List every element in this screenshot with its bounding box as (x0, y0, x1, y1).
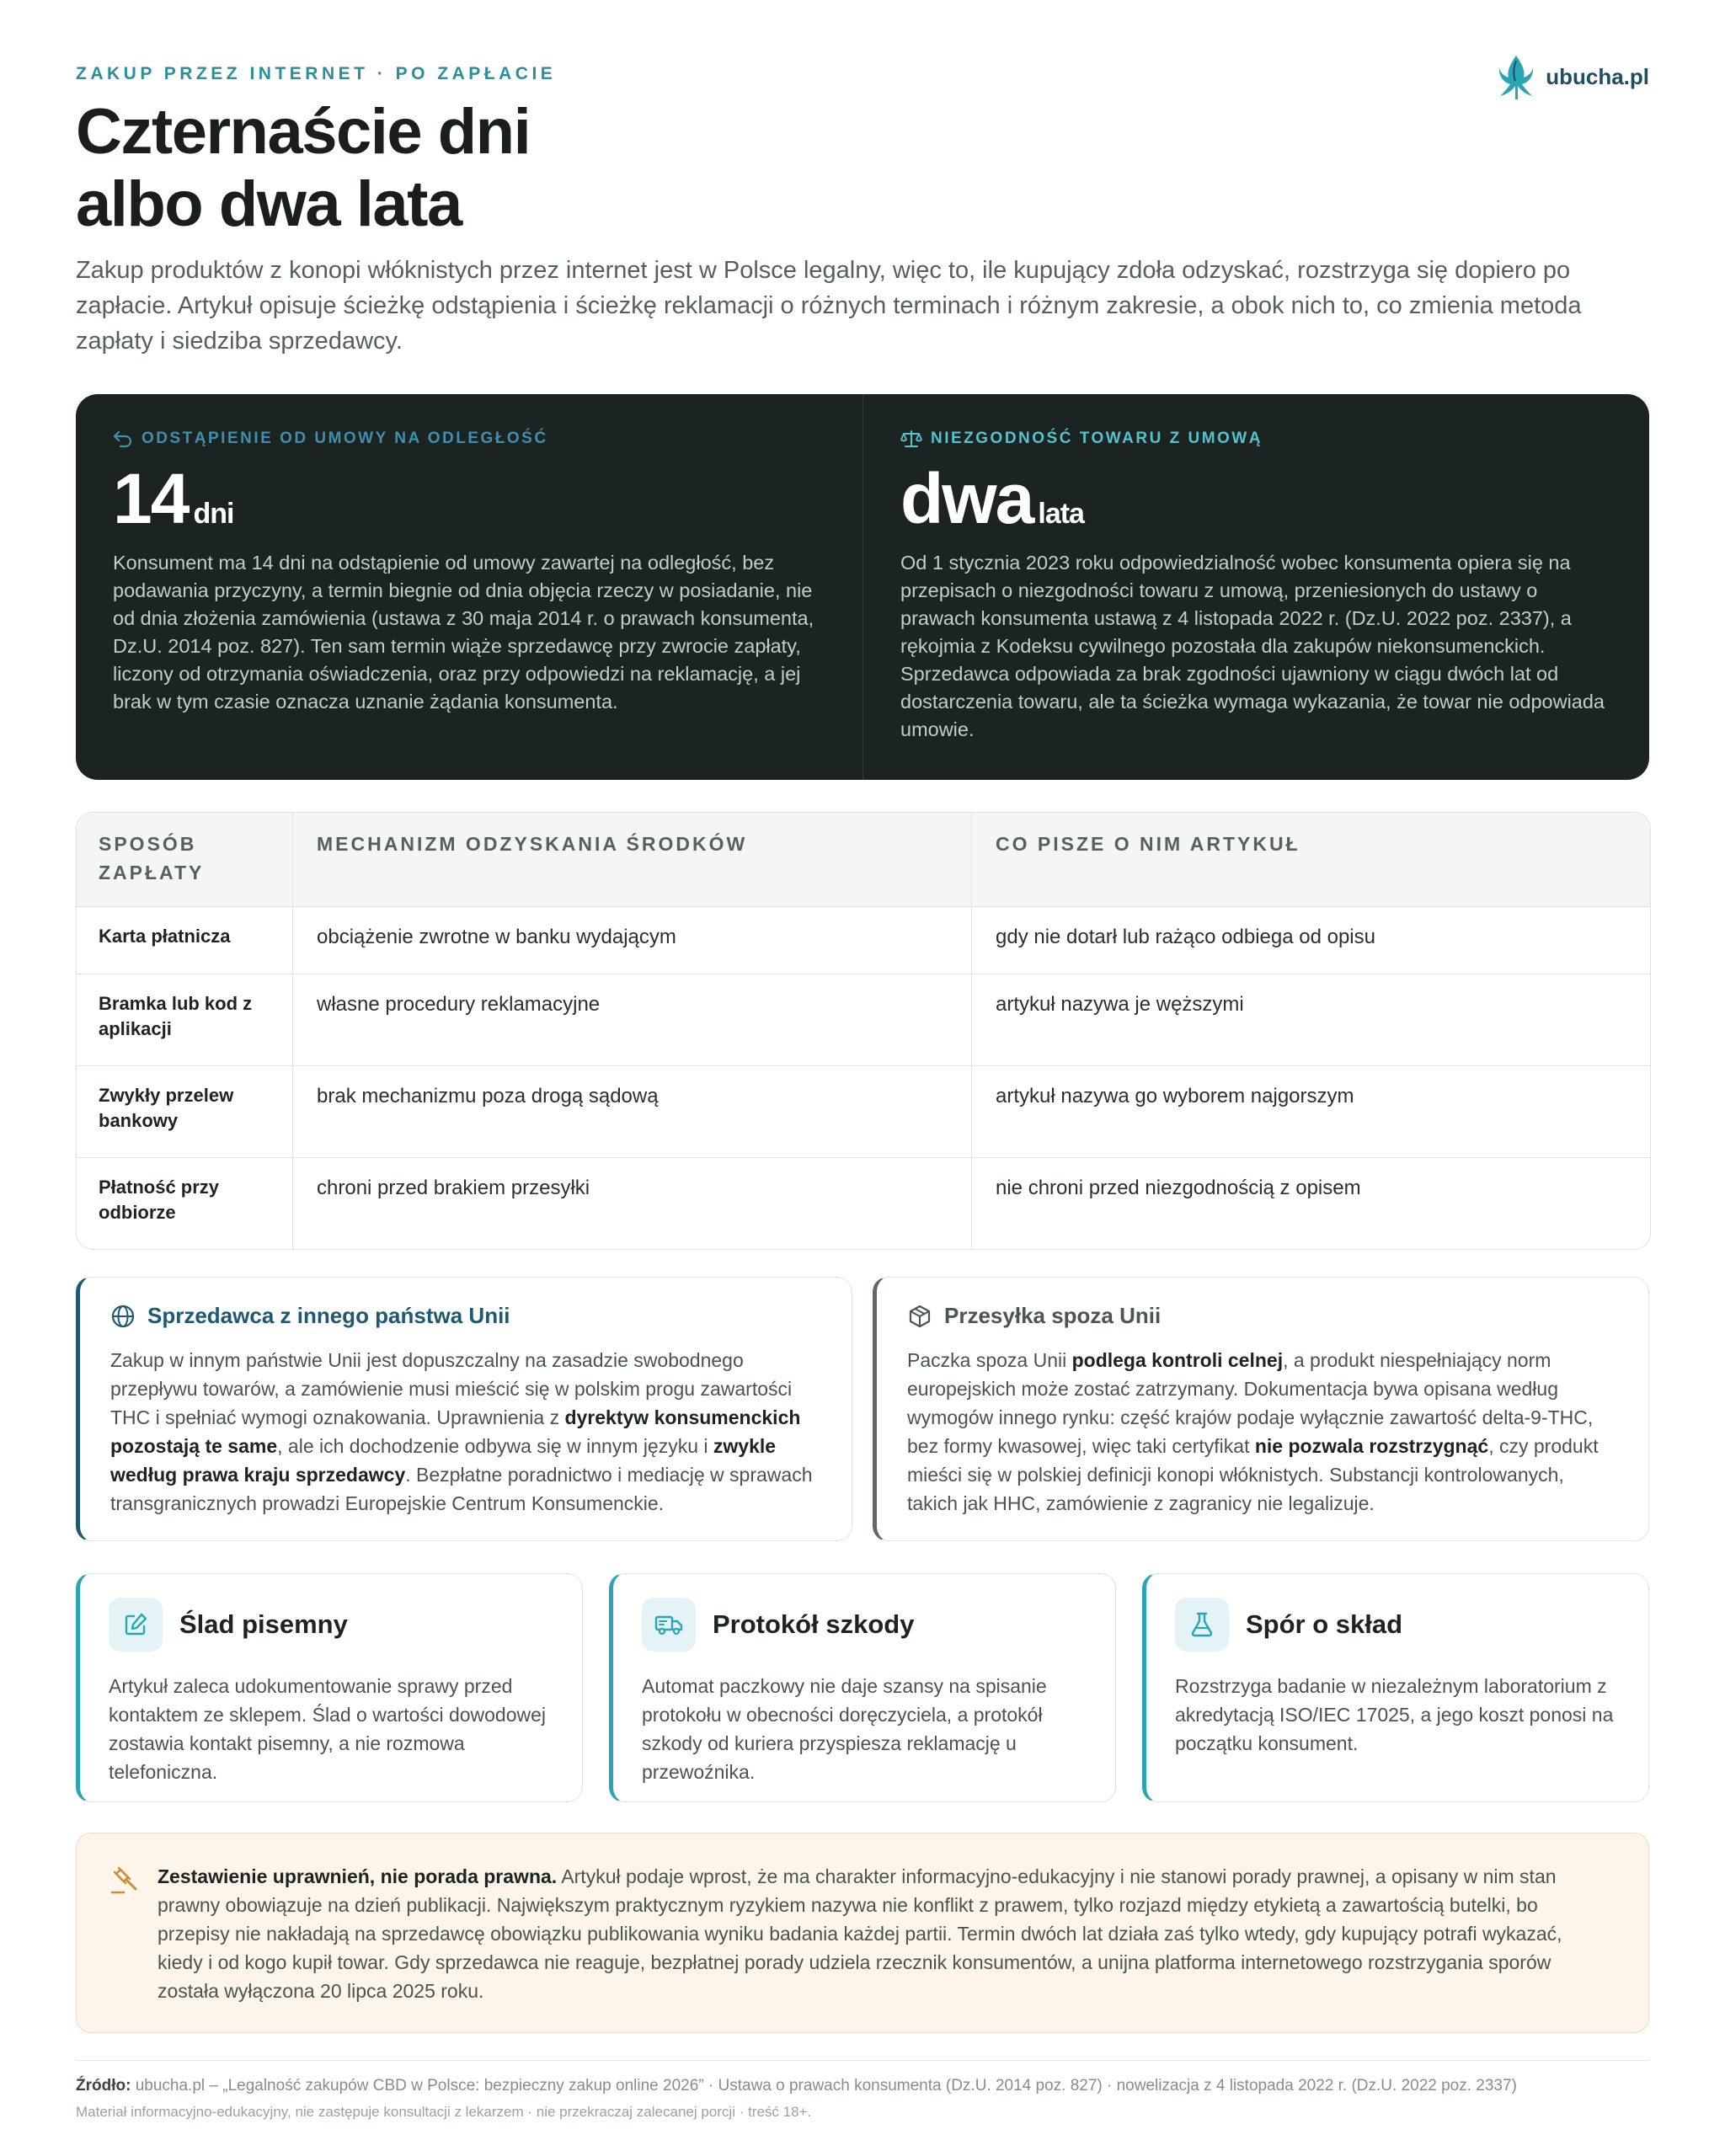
withdrawal-term (113, 459, 825, 538)
table-cell: nie chroni przed niezgodnością z opisem (996, 1177, 1361, 1199)
table-cell: artykuł nazywa je węższymi (996, 993, 1244, 1016)
intro-paragraph: Zakup produktów z konopi włóknistych przez internet jest w Polsce legalny, więc to, ile kupujący zdoła odzyskać, rozstrzyga się dopiero po zapłacie. Artykuł opisuje ścieżkę odstąpienia i ścieżkę reklamacji o różnych terminach i różnym zakresie, a obok nich to, co zmienia metoda zapłaty i siedziba sprzedawcy. (76, 257, 1582, 355)
edit-note-icon (109, 1598, 163, 1652)
note-text: Zestawienie uprawnień, nie porada prawna. Artykuł podaje wprost, że ma charakter informacyjno-edukacyjny i nie stanowi porady prawnej, a opisany w nim stan prawny obowiązuje na dzień publikacji. Największym praktycznym ryzykiem nazywa nie konflikt z prawem, tylko rozjazd między etykietą a zawartością butelki, bo przepisy nie nakładają na sprzedawcę obowiązku publikowania wyniku badania każdej partii. Termin dwóch lat działa zaś tylko wtedy, gdy kupujący potrafi wykazać, kiedy i od kogo kupił towar. Gdy sprzedawca nie reaguje, bezpłatnej porady udziela rzecznik konsumentów, a unijna platforma internetowego rozstrzygania sporów została wyłączona 20 lipca 2025 roku. (158, 1865, 1562, 2002)
withdrawal-label: ODSTĄPIENIE OD UMOWY NA ODLEGŁOŚĆ (113, 430, 825, 448)
composition-dispute-card (1142, 1573, 1649, 1802)
written-trail-card (76, 1573, 583, 1802)
table-header: CO PISZE O NIM ARTYKUŁ (996, 833, 1300, 855)
card-title: Spór o skład (1246, 1609, 1403, 1639)
table-row (77, 1157, 1650, 1249)
eu-seller-title: Sprzedawca z innego państwa Unii (110, 1303, 821, 1329)
kicker: ZAKUP PRZEZ INTERNET · PO ZAPŁACIE (76, 64, 557, 83)
nonconformity-text: Od 1 stycznia 2023 roku odpowiedzialność wobec konsumenta opiera się na przepisach o niezgodności towaru z umową, przeniesionych do ustawy o prawach konsumenta ustawą z 4 listopada 2022 r. (Dz.U. 2022 poz. 2337), a rękojmia z Kodeksu cywilnego pozostała dla zakupów niekonsumenckich. Sprzedawca odpowiada za brak zgodności ujawniony w ciągu dwóch lat od dostarczenia towaru, ale ta ścieżka wymaga wykazania, że towar nie odpowiada umowie. (900, 552, 1605, 740)
payment-table (76, 812, 1651, 1250)
package-icon (907, 1304, 932, 1329)
table-cell: Karta płatnicza (99, 926, 231, 947)
nonconformity-column (862, 394, 1649, 780)
table-cell: własne procedury reklamacyjne (317, 993, 601, 1016)
source-line: Źródło: ubucha.pl – „Legalność zakupów CBD w Polsce: bezpieczny zakup online 2026” · Ustawa o prawach konsumenta (Dz.U. 2014 poz. 827) · nowelizacja z 4 listopada 2022 r. (Dz.U. 2022 poz. 2337) (76, 2077, 1517, 2095)
eu-seller-callout (76, 1277, 852, 1541)
flask-icon (1175, 1598, 1229, 1652)
table-cell: gdy nie dotarł lub rażąco odbiega od opisu (996, 926, 1375, 948)
non-eu-callout (873, 1277, 1649, 1541)
table-row (77, 974, 1650, 1065)
page-title (76, 96, 530, 241)
card-title: Ślad pisemny (179, 1609, 348, 1639)
table-row (77, 906, 1650, 974)
table-cell: Bramka lub kod z aplikacji (99, 993, 253, 1039)
title-line-1: Czternaście dni (76, 96, 531, 168)
brand-name: ubucha.pl (1546, 63, 1649, 89)
card-text: Rozstrzyga badanie w niezależnym laboratorium z akredytacją ISO/IEC 17025, a jego koszt ponosi na początku konsument. (1175, 1675, 1614, 1754)
withdrawal-text: Konsument ma 14 dni na odstąpienie od umowy zawartej na odległość, bez podawania przyczyny, a termin biegnie od dnia objęcia rzeczy w posiadanie, nie od dnia złożenia zamówienia (ustawa z 30 maja 2014 r. o prawach konsumenta, Dz.U. 2014 poz. 827). Ten sam termin wiąże sprzedawcę przy zwrocie zapłaty, liczony od otrzymania oświadczenia, oraz przy odpowiedzi na reklamację, a jej brak w tym czasie oznacza uznanie żądania konsumenta. (113, 552, 814, 712)
card-text: Artykuł zaleca udokumentowanie sprawy przed kontaktem ze sklepem. Ślad o wartości dowodowej zostawia kontakt pisemny, a nie rozmowa telefoniczna. (109, 1675, 547, 1783)
non-eu-text: Paczka spoza Unii podlega kontroli celnej, a produkt niespełniający norm europejskich może zostać zatrzymany. Dokumentacja bywa opisana według wymogów innego rynku: część krajów podaje wyłącznie zawartość delta-9-THC, bez formy kwasowej, więc taki certyfikat nie pozwala rozstrzygnąć, czy produkt mieści się w polskiej definicji konopi włóknistych. Substancji kontrolowanych, takich jak HHC, zamówienie z zagranicy nie legalizuje. (907, 1349, 1599, 1514)
nonconformity-label: NIEZGODNOŚĆ TOWARU Z UMOWĄ (900, 430, 1612, 448)
globe-icon (110, 1304, 136, 1329)
truck-icon (642, 1598, 696, 1652)
non-eu-title: Przesyłka spoza Unii (907, 1303, 1618, 1329)
table-cell: brak mechanizmu poza drogą sądową (317, 1085, 659, 1107)
damage-report-card (609, 1573, 1116, 1802)
table-cell: Zwykły przelew bankowy (99, 1085, 234, 1131)
table-header: MECHANIZM ODZYSKANIA ŚRODKÓW (317, 833, 748, 855)
brand-logo (1497, 52, 1649, 101)
card-text: Automat paczkowy nie daje szansy na spisanie protokołu w obecności doręczyciela, a protokół szkody od kuriera przyspiesza reklamację u przewoźnika. (642, 1675, 1047, 1783)
card-title: Protokół szkody (713, 1609, 915, 1639)
gavel-icon (109, 1865, 139, 1896)
table-row (77, 1065, 1650, 1157)
table-cell: chroni przed brakiem przesyłki (317, 1177, 590, 1199)
table-header: SPOSÓB ZAPŁATY (99, 833, 205, 883)
table-cell: obciążenie zwrotne w banku wydającym (317, 926, 676, 948)
legal-disclaimer-note (76, 1833, 1649, 2033)
table-cell: artykuł nazywa go wyborem najgorszym (996, 1085, 1354, 1107)
withdrawal-number: 14 (113, 459, 189, 538)
table-header-row (77, 813, 1650, 906)
nonconformity-term (900, 459, 1612, 538)
leaf-logo-icon (1497, 52, 1535, 101)
table-cell: Płatność przy odbiorze (99, 1177, 220, 1223)
title-line-2: albo dwa lata (76, 168, 462, 240)
deadline-panel (76, 394, 1649, 780)
withdrawal-column (76, 394, 862, 780)
scales-icon (900, 430, 922, 448)
nonconformity-unit: lata (1038, 498, 1084, 530)
footer-disclaimer: Materiał informacyjno-edukacyjny, nie zastępuje konsultacji z lekarzem · nie przekraczaj zalecanej porcji · treść 18+. (76, 2104, 812, 2120)
undo-arrow-icon (113, 430, 133, 448)
withdrawal-unit: dni (193, 498, 234, 530)
nonconformity-number: dwa (900, 459, 1033, 538)
eu-seller-text: Zakup w innym państwie Unii jest dopuszczalny na zasadzie swobodnego przepływu towarów, a zamówienie musi mieścić się w polskim progu zawartości THC i spełniać wymogi oznakowania. Uprawnienia z dyrektyw konsumenckich pozostają te same, ale ich dochodzenie odbywa się w innym języku i zwykle według prawa kraju sprzedawcy. Bezpłatne poradnictwo i mediację w sprawach transgranicznych prowadzi Europejskie Centrum Konsumenckie. (110, 1349, 813, 1514)
